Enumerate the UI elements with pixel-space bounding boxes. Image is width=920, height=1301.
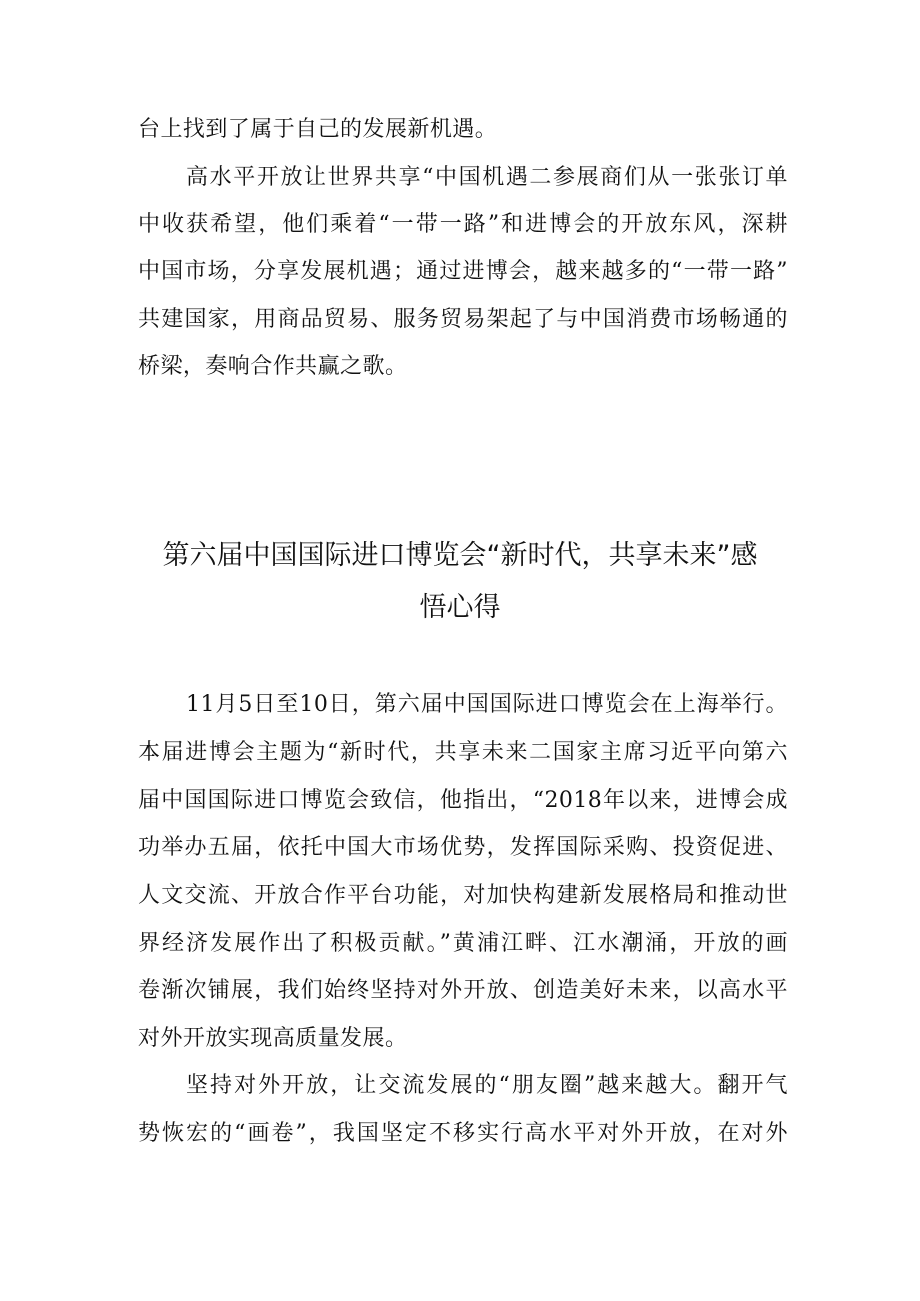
paragraph-line: 届中国国际进口博览会致信，他指出，“2018年以来，进博会成 [138,788,788,813]
paragraph-line: 功举办五届，依托中国大市场优势，发挥国际采购、投资促进、 [138,835,788,860]
article-title-line-1: 第六届中国国际进口博览会“新时代，共享未来”感 [162,540,758,571]
paragraph-line: 桥梁，奏响合作共赢之歌。 [138,354,408,379]
article-title-line-2: 悟心得 [419,592,501,623]
paragraph-line: 中国市场，分享发展机遇；通过进博会，越来越多的“一带一路” [138,259,788,284]
paragraph-line: 卷渐次铺展，我们始终坚持对外开放、创造美好未来，以高水平 [138,978,788,1003]
paragraph-line: 人文交流、开放合作平台功能，对加快构建新发展格局和推动世 [138,883,788,908]
paragraph-line: 共建国家，用商品贸易、服务贸易架起了与中国消费市场畅通的 [138,307,788,332]
paragraph-line: 中收获希望，他们乘着“一带一路”和进博会的开放东风，深耕 [138,212,788,237]
paragraph-line: 11月5日至10日，第六届中国国际进口博览会在上海举行。 [186,692,788,717]
paragraph-line: 势恢宏的“画卷”，我国坚定不移实行高水平对外开放，在对外 [138,1121,788,1146]
paragraph-line: 对外开放实现高质量发展。 [138,1026,408,1051]
paragraph-line: 界经济发展作出了积极贡献。”黄浦江畔、江水潮涌，开放的画 [138,931,788,956]
paragraph-line: 台上找到了属于自己的发展新机遇。 [138,117,498,142]
paragraph-line: 本届进博会主题为“新时代，共享未来二国家主席习近平向第六 [138,740,788,765]
paragraph-line: 坚持对外开放，让交流发展的“朋友圈”越来越大。翻开气 [186,1073,788,1098]
paragraph-line: 高水平开放让世界共享“中国机遇二参展商们从一张张订单 [186,165,788,190]
